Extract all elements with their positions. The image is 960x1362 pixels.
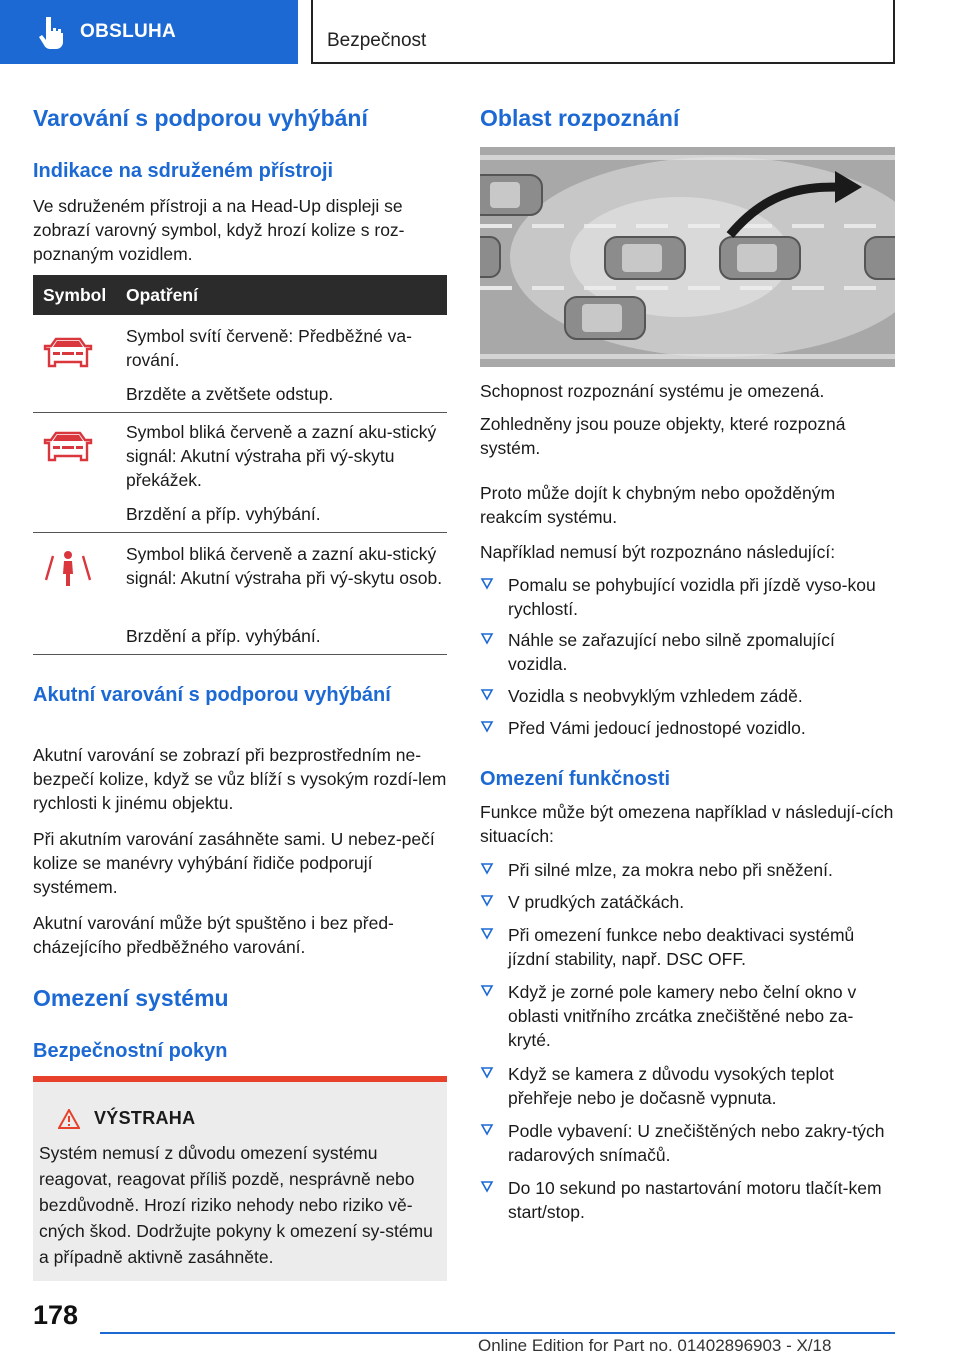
bullet-triangle-icon bbox=[480, 984, 494, 998]
warning-text: Systém nemusí z důvodu omezení systému reagovat, reagovat příliš pozdě, nesprávně nebo bezdůvodně. Hrozí riziko nehody nebo riziko vě-cných škod. Dodržujte pokyny k omezení sy-stému a případně aktivně zasáhněte. bbox=[39, 1143, 433, 1267]
detection-area-title: Oblast rozpoznání bbox=[480, 105, 680, 131]
bullet-triangle-icon bbox=[480, 927, 494, 941]
subsection-title-safety: Bezpečnostní pokyn bbox=[33, 1040, 228, 1062]
list-item-text: Když se kamera z důvodu vysokých teplot přehřeje nebo je dočasně vypnuta. bbox=[508, 1064, 834, 1108]
subsection-title-indication: Indikace na sdruženém přístroji bbox=[33, 160, 334, 182]
list-item-text: Když je zorné pole kamery nebo čelní okno v oblasti vnitřního zrcátka znečištěné nebo za-kryté. bbox=[508, 982, 857, 1050]
list-item bbox=[480, 858, 894, 882]
car-warning-blink-icon bbox=[43, 430, 93, 466]
table-row-1-text: Symbol svítí červeně: Předběžné va-rování. bbox=[126, 326, 412, 370]
list-item bbox=[480, 716, 894, 740]
bullet-triangle-icon bbox=[480, 1123, 494, 1137]
footer-divider bbox=[100, 1332, 895, 1334]
section-title: Varování s podporou vyhýbání bbox=[33, 105, 368, 131]
list-item bbox=[480, 1176, 894, 1224]
function-limits-title: Omezení funkčnosti bbox=[480, 768, 671, 790]
table-row-2-text: Symbol bliká červeně a zazní aku-stický signál: Akutní výstraha při vý-skytu překážek. bbox=[126, 422, 437, 490]
list-item-text: Podle vybavení: U znečištěných nebo zakry-tých radarových snímačů. bbox=[508, 1121, 885, 1165]
list-item-text: Před Vámi jedoucí jednostopé vozidlo. bbox=[508, 718, 806, 738]
detection-paragraph-4: Například nemusí být rozpoznáno následující: bbox=[480, 542, 836, 562]
subsection-title-acute: Akutní varování s podporou vyhýbání bbox=[33, 684, 391, 706]
list-item-text: Pomalu se pohybující vozidla při jízdě vyso-kou rychlostí. bbox=[508, 575, 876, 619]
function-limits-paragraph: Funkce může být omezena například v následují-cích situacích: bbox=[480, 802, 894, 846]
table-col-symbol: Symbol bbox=[43, 285, 107, 305]
detection-paragraph-3: Proto může dojít k chybným nebo opožděným reakcím systému. bbox=[480, 483, 836, 527]
bullet-triangle-icon bbox=[480, 688, 494, 702]
table-row-3-text: Symbol bliká červeně a zazní aku-stický signál: Akutní výstraha při vý-skytu osob. bbox=[126, 544, 443, 588]
list-item-text: Do 10 sekund po nastartování motoru tlačít-kem start/stop. bbox=[508, 1178, 882, 1222]
acute-paragraph-2: Při akutním varování zasáhněte sami. U nebez-pečí kolize se manévry vyhýbání řidiče podporují systémem. bbox=[33, 829, 435, 897]
bullet-triangle-icon bbox=[480, 632, 494, 646]
hand-pointer-icon bbox=[36, 15, 66, 49]
section-title-limits: Omezení systému bbox=[33, 985, 229, 1011]
header-topic-box bbox=[311, 0, 895, 64]
bullet-triangle-icon bbox=[480, 862, 494, 876]
detection-paragraph-2: Zohledněny jsou pouze objekty, které rozpozná systém. bbox=[480, 414, 846, 458]
list-item bbox=[480, 980, 894, 1052]
footer-edition: Online Edition for Part no. 01402896903 - X/18 bbox=[478, 1336, 832, 1355]
intro-paragraph: Ve sdruženém přístroji a na Head-Up displeji se zobrazí varovný symbol, když hrozí kolize s roz-poznaným vozidlem. bbox=[33, 196, 405, 264]
list-item bbox=[480, 628, 894, 676]
list-item-text: Vozidla s neobvyklým vzhledem zádě. bbox=[508, 686, 803, 706]
acute-paragraph-3: Akutní varování může být spuštěno i bez před-cházejícího předběžného varování. bbox=[33, 913, 394, 957]
pedestrian-warning-icon bbox=[43, 548, 93, 588]
table-col-action: Opatření bbox=[126, 285, 198, 305]
list-item bbox=[480, 684, 894, 708]
car-warning-icon bbox=[43, 336, 93, 372]
list-item bbox=[480, 1062, 894, 1110]
table-row-divider bbox=[33, 654, 447, 655]
header-topic-label: Bezpečnost bbox=[327, 30, 427, 51]
bullet-triangle-icon bbox=[480, 577, 494, 591]
list-item bbox=[480, 923, 894, 971]
bullet-triangle-icon bbox=[480, 720, 494, 734]
acute-paragraph-1: Akutní varování se zobrazí při bezprostředním ne-bezpečí kolize, když se vůz blíží s vysokým rozdí-lem rychlosti k jinému objektu. bbox=[33, 745, 447, 813]
table-row-2-action: Brzdění a příp. vyhýbání. bbox=[126, 504, 321, 524]
warning-triangle-icon bbox=[58, 1109, 80, 1129]
header-section-label: OBSLUHA bbox=[80, 21, 177, 42]
bullet-triangle-icon bbox=[480, 894, 494, 908]
table-row-divider bbox=[33, 532, 447, 533]
table-row-divider bbox=[33, 412, 447, 413]
bullet-triangle-icon bbox=[480, 1180, 494, 1194]
list-item-text: Při omezení funkce nebo deaktivaci systémů jízdní stability, např. DSC OFF. bbox=[508, 925, 855, 969]
list-item bbox=[480, 1119, 894, 1167]
page-number: 178 bbox=[33, 1300, 79, 1330]
table-row-3-action: Brzdění a příp. vyhýbání. bbox=[126, 626, 321, 646]
list-item-text: Náhle se zařazující nebo silně zpomalující vozidla. bbox=[508, 630, 835, 674]
warning-title: VÝSTRAHA bbox=[94, 1108, 196, 1128]
warning-box bbox=[33, 1076, 447, 1281]
list-item bbox=[480, 890, 894, 914]
list-item-text: Při silné mlze, za mokra nebo při sněžení. bbox=[508, 860, 833, 880]
detection-paragraph-1: Schopnost rozpoznání systému je omezená. bbox=[480, 381, 825, 401]
header-section-tab[interactable] bbox=[0, 0, 298, 64]
list-item bbox=[480, 573, 894, 621]
bullet-triangle-icon bbox=[480, 1066, 494, 1080]
table-header bbox=[33, 275, 447, 315]
detection-area-illustration bbox=[480, 147, 895, 367]
list-item-text: V prudkých zatáčkách. bbox=[508, 892, 685, 912]
table-row-1-action: Brzděte a zvětšete odstup. bbox=[126, 384, 334, 404]
warning-header bbox=[58, 1108, 195, 1129]
